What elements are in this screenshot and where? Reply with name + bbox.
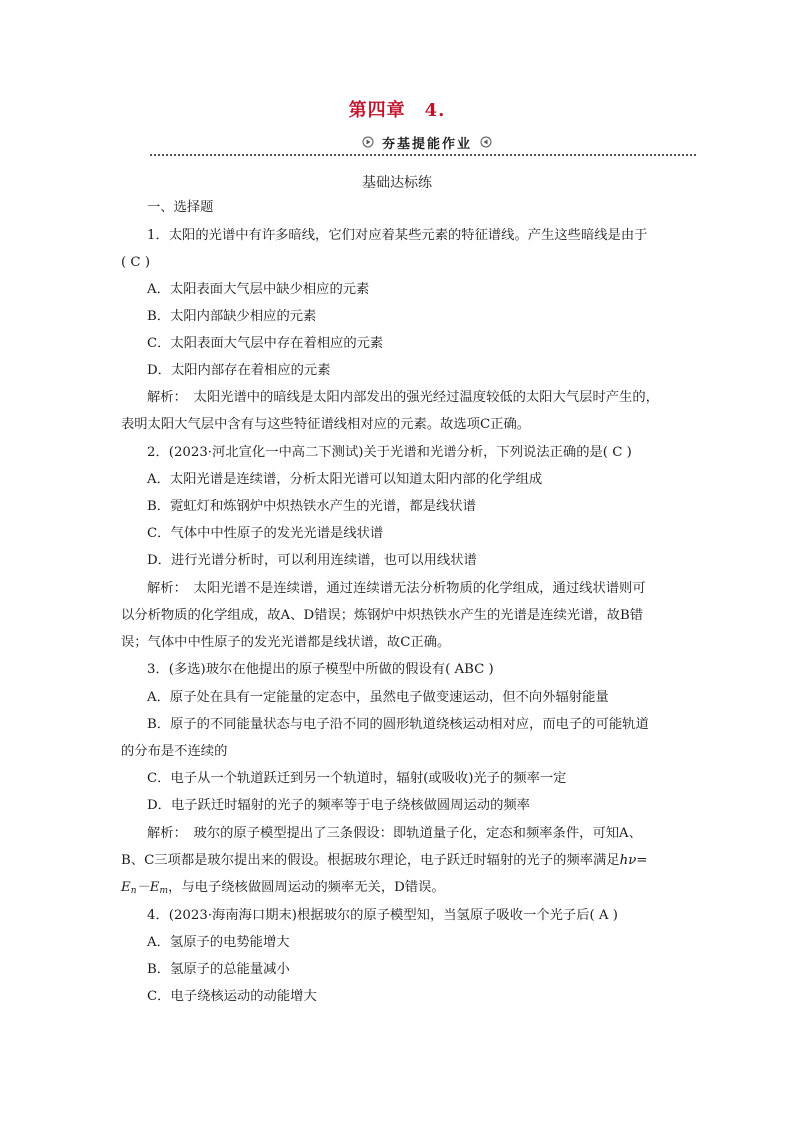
q3-analysis-line1: 解析： 玻尔的原子模型提出了三条假设：即轨道量子化，定态和频率条件，可知A、 <box>147 826 642 841</box>
q1-stem-line2: ( C ) <box>121 255 151 270</box>
q2-analysis-line3: 误；气体中中性原子的发光光谱都是线状谱，故C正确。 <box>121 635 451 650</box>
q2-option-b: B．霓虹灯和炼钢炉中炽热铁水产生的光谱，都是线状谱 <box>147 499 476 514</box>
play-left-icon <box>480 136 492 148</box>
chapter-title: 第四章 4. <box>348 100 446 121</box>
banner-label: 夯基提能作业 <box>381 136 472 152</box>
formula-hv: hν= <box>619 853 648 868</box>
q1-option-b: B．太阳内部缺少相应的元素 <box>147 309 317 324</box>
q3-option-c: C．电子从一个轨道跃迁到另一个轨道时，辐射(或吸收)光子的频率一定 <box>147 771 567 786</box>
q2-analysis-line2: 以分析物质的化学组成，故A、D错误；炼钢炉中炽热铁水产生的光谱是连续光谱，故B错 <box>121 608 644 623</box>
q3-analysis-line3-tail: ，与电子绕核做圆周运动的频率无关，D错误。 <box>168 880 445 895</box>
q3-stem: 3．(多选)玻尔在他提出的原子模型中所做的假设有( ABC ) <box>147 662 494 677</box>
q1-stem-line1: 1．太阳的光谱中有许多暗线，它们对应着某些元素的特征谱线。产生这些暗线是由于 <box>147 228 648 243</box>
formula-sub-m: m <box>159 886 169 896</box>
part-heading: 一、选择题 <box>147 200 214 215</box>
q2-stem: 2．(2023·河北宣化一中高二下测试)关于光谱和光谱分析，下列说法正确的是( C ) <box>147 445 632 460</box>
q1-option-d: D．太阳内部存在着相应的元素 <box>147 363 331 378</box>
q2-option-d: D．进行光谱分析时，可以利用连续谱，也可以用线状谱 <box>147 553 477 568</box>
q3-analysis-line2-text: B、C三项都是玻尔提出来的假设。根据玻尔理论，电子跃迁时辐射的光子的频率满足 <box>121 853 620 868</box>
q3-option-b-line2: 的分布是不连续的 <box>121 744 228 759</box>
q4-option-a: A．氢原子的电势能增大 <box>147 935 290 950</box>
q2-option-c: C．气体中中性原子的发光光谱是线状谱 <box>147 526 384 541</box>
section-title: 基础达标练 <box>362 175 432 191</box>
homework-banner <box>150 132 696 158</box>
q1-option-a: A．太阳表面大气层中缺少相应的元素 <box>147 282 370 297</box>
q3-analysis-line2 <box>121 851 647 871</box>
formula-minus-e: －E <box>136 880 160 895</box>
q1-analysis-line1: 解析： 太阳光谱中的暗线是太阳内部发出的强光经过温度较低的太阳大气层时产生的， <box>147 390 659 405</box>
formula-e: E <box>121 880 131 895</box>
q4-stem: 4．(2023·海南海口期末)根据玻尔的原子模型知，当氢原子吸收一个光子后( A ) <box>147 908 618 923</box>
q3-option-b-line1: B．原子的不同能量状态与电子沿不同的圆形轨道绕核运动相对应，而电子的可能轨道 <box>147 717 649 732</box>
q4-option-b: B．氢原子的总能量减小 <box>147 962 290 977</box>
q2-analysis-line1: 解析： 太阳光谱不是连续谱，通过连续谱无法分析物质的化学组成，通过线状谱则可 <box>147 581 646 596</box>
q3-option-d: D．电子跃迁时辐射的光子的频率等于电子绕核做圆周运动的频率 <box>147 798 530 813</box>
play-right-icon <box>362 136 374 148</box>
q4-option-c: C．电子绕核运动的动能增大 <box>147 989 317 1004</box>
banner-box <box>346 132 508 152</box>
formula-sub-n: n <box>130 886 137 896</box>
q1-option-c: C．太阳表面大气层中存在着相应的元素 <box>147 336 384 351</box>
q1-analysis-line2: 表明太阳大气层中含有与这些特征谱线相对应的元素。故选项C正确。 <box>121 417 531 432</box>
q3-option-a: A．原子处在具有一定能量的定态中，虽然电子做变速运动，但不向外辐射能量 <box>147 690 609 705</box>
q3-analysis-line3 <box>121 878 445 901</box>
dotted-divider <box>150 154 696 156</box>
q2-option-a: A．太阳光谱是连续谱，分析太阳光谱可以知道太阳内部的化学组成 <box>147 472 543 487</box>
